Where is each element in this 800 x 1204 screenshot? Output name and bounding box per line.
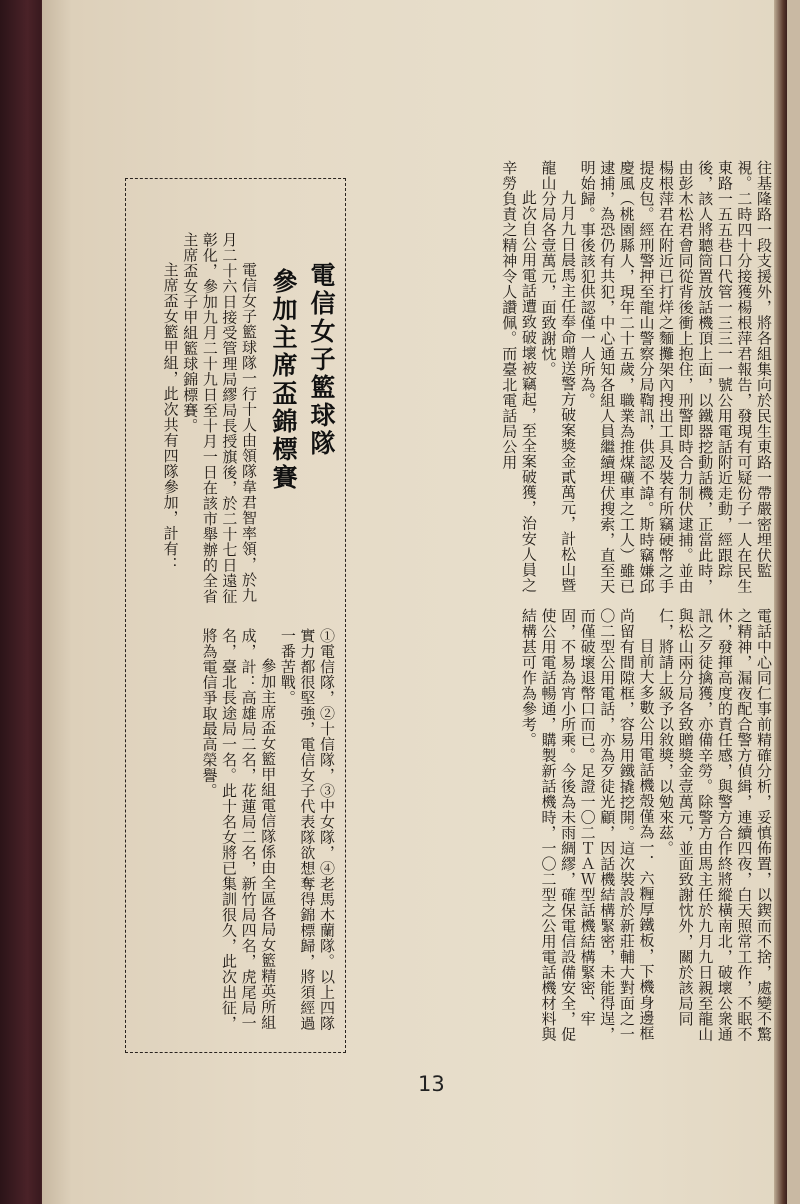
lower-article-paragraph-1: 電話中心同仁事前精確分析，妥慎佈置，以鍥而不捨，處變不驚之精神，漏夜配合警方偵緝，連續四夜，白天照常工作，不眠不休，發揮高度的責任感，與警方合作終將縱橫南北，破壞公衆通訊之歹徒擒獲，亦備辛勞。除警方由馬主任於九月九日親至龍山與松山兩分局各致贈獎金壹萬元，並面致謝忱外，關於該局同仁，將請上級予以敘獎，以勉來茲。 (657, 608, 773, 1042)
upper-article (353, 160, 773, 598)
sidebar-upper-text (136, 232, 258, 612)
lower-article (353, 608, 773, 1050)
sidebar-title-line-1: 電信女子籃球隊 (307, 262, 336, 458)
lower-article-paragraph-2: 目前大多數公用電話機殼僅為一．六糎厚鐵板，下機身邊框尚留有間隙框，容易用鐵撬挖開。這次裝設於新莊輔大對面之一〇二型公用電話，亦為歹徒光顧，因話機結構緊密，未能得逞，而僅破壞退幣口而已。足證一〇二ＴＡＷ型話機結構緊密、牢固，不易為宵小所乘。今後為未雨綢繆，確保電信設備安全，促使公用電話暢通，購製新話機時，一〇二型之公用電話機材料與結構甚可作為參考。 (519, 608, 656, 1042)
sidebar-lower-text (136, 628, 336, 1038)
sidebar-title-line-2: 參加主席盃錦標賽 (269, 268, 298, 492)
page-edge (774, 0, 787, 1204)
page-number: 13 (418, 1072, 445, 1096)
sidebar-participants-line: 主席盃女籃甲組，此次共有四隊參加，計有： (161, 262, 180, 572)
sidebar-intro-paragraph: 電信女子籃球隊一行十人由領隊韋君智率領，於九月二十六日接受管理局繆局長授旗後，於二十七日遠征彰化，參加九月二十九日至十月一日在該市舉辦的全省主席盃女子甲組籃球錦標賽。 (181, 232, 258, 604)
sidebar-teams-paragraph: ①電信隊，②十信隊，③中女隊，④老馬木蘭隊。以上四隊實力都很堅強，電信女子代表隊欲想奪得錦標歸，將須經過一番苦戰。 (278, 628, 336, 1031)
upper-article-paragraph-1: 往基隆路一段支援外，將各組集向於民生東路一帶嚴密埋伏監視。二時四十分接獲楊根萍君報告，發現有可疑份子一人在民生東路一五五巷口代管一三三一一號公用電話附近走動，經跟踪後，該人將聽筒置放話機頂上面，以鐵器挖動話機，正當此時，由彭木松君會同從背後衝上抱住，刑警即時合力制伏逮捕。並由楊根萍君在附近已打烊之麵攤架內搜出工具及裝有所竊硬幣之手提皮包。經刑警押至龍山警察分局鞫訊，供認不諱。斯時竊嫌邱慶風（桃園縣人，現年二十五歲，職業為推煤礦車之工人）雖已逮捕，為恐仍有共犯，中心通知各組人員繼續埋伏搜索，直至天明始歸。事後該犯供認僅一人所為。 (578, 160, 773, 594)
sidebar-roster-paragraph: 參加主席盃女籃甲組電信隊係由全區各局女籃精英所組成，計：高雄局二名，花蓮局二名，新竹局四名，虎尾局一名，臺北長途局一名。此十名女將已集訓很久，此次出征，將為電信爭取最高榮譽。 (200, 628, 278, 1031)
upper-article-paragraph-2: 九月九日晨馬主任奉命贈送警方破案獎金貳萬元，計松山暨龍山分局各壹萬元，面致謝忱。 (539, 160, 578, 593)
upper-article-paragraph-3: 此次自公用電話遭致破壞被竊起，至全案破獲，治安人員之辛勞負責之精神令人讚佩。而臺北電話局公用 (500, 160, 538, 593)
